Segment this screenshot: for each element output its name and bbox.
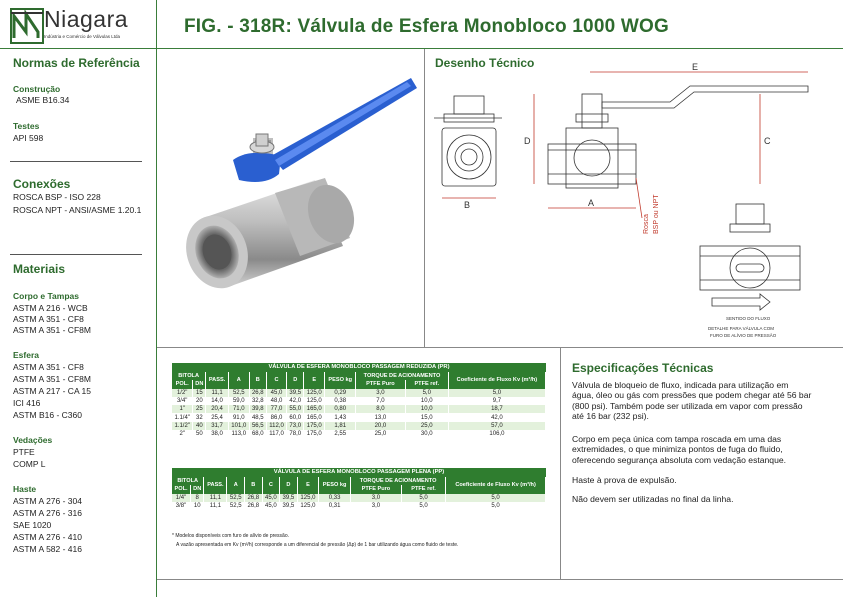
col-e: E <box>304 372 325 389</box>
table-cell: 45,0 <box>266 389 286 397</box>
table-cell: 55,0 <box>287 405 304 413</box>
vedacoes-heading: Vedações <box>13 435 53 445</box>
col-c: C <box>262 477 280 494</box>
table-row <box>172 422 546 430</box>
table-cell: 175,0 <box>304 422 325 430</box>
table-cell: 101,0 <box>228 422 249 430</box>
sidebar-divider <box>10 161 142 162</box>
detalhe-label: DETALHE PARA VÁLVULA COM <box>708 326 775 331</box>
table-header <box>172 477 546 485</box>
conexoes-heading: Conexões <box>13 177 71 191</box>
table-cell: 117,0 <box>266 430 286 438</box>
col-d: D <box>287 372 304 389</box>
table-cell: 25 <box>193 405 206 413</box>
sidebar-divider <box>10 254 142 255</box>
spec-paragraph: Corpo em peça única com tampa roscada em uma das extremidades, o que minimiza pontos de fuga do fluido, oferecendo segurança absoluta com vedação estanque. <box>572 434 787 465</box>
conexoes-item: ROSCA NPT - ANSI/ASME 1.20.1 <box>13 205 142 215</box>
table-cell: 32,8 <box>249 397 266 405</box>
table-cell: 2,55 <box>325 430 356 438</box>
table-cell: 0,38 <box>325 397 356 405</box>
table-row <box>172 502 546 510</box>
niagara-logo-icon <box>10 8 44 44</box>
table-cell: 20,0 <box>356 422 405 430</box>
bsp-label: BSP ou NPT <box>653 194 660 234</box>
technical-drawing <box>430 58 840 344</box>
table-cell: 1" <box>172 405 193 413</box>
table-cell: 15,0 <box>405 413 448 421</box>
col-e: E <box>297 477 319 494</box>
table-cell: 60,0 <box>287 413 304 421</box>
table-cell: 2" <box>172 430 193 438</box>
haste-item: ASTM A 582 - 416 <box>13 544 82 554</box>
col-pass: PASS. <box>206 372 229 389</box>
col-c: C <box>266 372 286 389</box>
table-cell: 5,0 <box>401 502 445 510</box>
table-cell: 26,8 <box>245 502 263 510</box>
table-cell: 1/4" <box>172 494 191 502</box>
table-row <box>172 397 546 405</box>
table1 <box>172 372 546 438</box>
col-pol: POL. <box>172 380 193 388</box>
table2-banner: VÁLVULA DE ESFERA MONOBLOCO PASSAGEM PLENA (PP) <box>172 468 546 477</box>
col-pol: POL. <box>172 485 191 493</box>
table-cell: 71,0 <box>228 405 249 413</box>
table2 <box>172 477 546 510</box>
detalhe-label: FURO DE ALÍVIO DE PRESSÃO <box>710 333 777 338</box>
col-b: B <box>249 372 266 389</box>
corpo-item: ASTM A 216 - WCB <box>13 303 88 313</box>
table-cell: 10,0 <box>405 397 448 405</box>
table-cell: 39,5 <box>280 502 298 510</box>
col-ptfe-ref: PTFE ref. <box>401 485 445 493</box>
table-cell: 112,0 <box>266 422 286 430</box>
spec-paragraph: Não devem ser utilizadas no final da linha. <box>572 494 734 504</box>
col-a: A <box>227 477 245 494</box>
table-cell: 8,0 <box>356 405 405 413</box>
table-cell: 8 <box>191 494 204 502</box>
haste-item: SAE 1020 <box>13 520 52 530</box>
table-cell: 125,0 <box>304 397 325 405</box>
table-cell: 48,5 <box>249 413 266 421</box>
table-cell: 175,0 <box>304 430 325 438</box>
dim-d-label: D <box>524 136 531 146</box>
vedacoes-item: COMP L <box>13 459 46 469</box>
corpo-heading: Corpo e Tampas <box>13 291 79 301</box>
table-cell: 10 <box>191 502 204 510</box>
dim-a-label: A <box>588 198 595 208</box>
table-cell: 52,5 <box>227 502 245 510</box>
table-cell: 56,5 <box>249 422 266 430</box>
header-divider <box>0 48 843 49</box>
desenho-heading: Desenho Técnico <box>435 56 535 70</box>
valve-photo <box>175 68 420 308</box>
table-cell: 1.1/2" <box>172 422 193 430</box>
table-cell: 11,1 <box>206 389 229 397</box>
col-kv: Coeficiente de Fluxo Kv (m³/h) <box>446 477 546 494</box>
spec-paragraph: Haste à prova de expulsão. <box>572 475 677 485</box>
table-cell: 57,0 <box>448 422 545 430</box>
col-peso: PESO kg <box>319 477 351 494</box>
table-cell: 68,0 <box>249 430 266 438</box>
corpo-item: ASTM A 351 - CF8 <box>13 314 84 324</box>
table-cell: 5,0 <box>448 389 545 397</box>
table-cell: 13,0 <box>356 413 405 421</box>
table-row <box>172 413 546 421</box>
spec-heading: Especificações Técnicas <box>572 361 714 375</box>
testes-value: API 598 <box>13 133 44 143</box>
esfera-heading: Esfera <box>13 350 39 360</box>
table-row <box>172 494 546 502</box>
table-cell: 1/2" <box>172 389 193 397</box>
section-divider <box>560 347 561 579</box>
logo-name: Niagara <box>44 6 129 32</box>
table-cell: 20,4 <box>206 405 229 413</box>
note-2: A vazão apresentada em Kv (m³/h) corresponde a um diferencial de pressão (Δp) de 1 bar utilizando água como fluido de teste. <box>176 542 459 548</box>
construcao-heading: Construção <box>13 84 61 94</box>
esfera-item: ICI 416 <box>13 398 41 408</box>
col-bitola: BITOLA <box>172 477 204 485</box>
table-cell: 42,0 <box>287 397 304 405</box>
table-cell: 39,5 <box>280 494 298 502</box>
table-cell: 25,0 <box>356 430 405 438</box>
esfera-item: ASTM B16 - C360 <box>13 410 82 420</box>
col-ptfe-puro: PTFE Puro <box>351 485 402 493</box>
table-cell: 106,0 <box>448 430 545 438</box>
table-cell: 11,1 <box>204 494 227 502</box>
table-row <box>172 405 546 413</box>
table-cell: 38,0 <box>206 430 229 438</box>
table-cell: 18,7 <box>448 405 545 413</box>
note-1: * Modelos disponíveis com furo de alívio de pressão. <box>172 533 290 539</box>
table-cell: 125,0 <box>304 389 325 397</box>
dim-e-label: E <box>692 62 699 72</box>
table-cell: 20 <box>193 397 206 405</box>
table-cell: 1,81 <box>325 422 356 430</box>
table-cell: 0,31 <box>319 502 351 510</box>
col-pass: PASS. <box>204 477 227 494</box>
table-cell: 25,0 <box>405 422 448 430</box>
table-header <box>172 372 546 380</box>
table-cell: 42,0 <box>448 413 545 421</box>
rosca-label: Rosca <box>643 214 650 234</box>
table-cell: 48,0 <box>266 397 286 405</box>
table-cell: 5,0 <box>446 494 546 502</box>
table-cell: 1.1/4" <box>172 413 193 421</box>
fluxo-label: SENTIDO DO FLUXO <box>726 316 771 321</box>
esfera-item: ASTM A 351 - CF8M <box>13 374 91 384</box>
table-cell: 125,0 <box>297 502 319 510</box>
table-cell: 78,0 <box>287 430 304 438</box>
table-cell: 165,0 <box>304 413 325 421</box>
col-a: A <box>228 372 249 389</box>
table-cell: 3,0 <box>351 494 402 502</box>
table-cell: 25,4 <box>206 413 229 421</box>
col-b: B <box>245 477 263 494</box>
table-cell: 5,0 <box>401 494 445 502</box>
section-divider <box>157 579 843 580</box>
table-row <box>172 389 546 397</box>
table-cell: 26,8 <box>245 494 263 502</box>
table1-banner: VÁLVULA DE ESFERA MONOBLOCO PASSAGEM REDUZIDA (PR) <box>172 363 546 372</box>
col-ptfe-puro: PTFE Puro <box>356 380 405 388</box>
spec-paragraph: Válvula de bloqueio de fluxo, indicada para utilização em água, óleo ou gás com pressões que podem chegar até 56 bar (800 psi). Também pode ser utilizada em vapor com pressão até 16 bar (232 psi). <box>572 380 812 421</box>
table-cell: 9,7 <box>448 397 545 405</box>
table-cell: 39,8 <box>249 405 266 413</box>
testes-heading: Testes <box>13 121 40 131</box>
table-cell: 77,0 <box>266 405 286 413</box>
col-kv: Coeficiente de Fluxo Kv (m³/h) <box>448 372 545 389</box>
haste-item: ASTM A 276 - 410 <box>13 532 82 542</box>
col-torque: TORQUE DE ACIONAMENTO <box>351 477 446 485</box>
dim-c-label: C <box>764 136 771 146</box>
table-cell: 45,0 <box>262 494 280 502</box>
table-cell: 32 <box>193 413 206 421</box>
table-cell: 91,0 <box>228 413 249 421</box>
vedacoes-item: PTFE <box>13 447 35 457</box>
table-cell: 31,7 <box>206 422 229 430</box>
table-cell: 59,0 <box>228 397 249 405</box>
table-cell: 3/8" <box>172 502 191 510</box>
col-bitola: BITOLA <box>172 372 206 380</box>
table-cell: 15 <box>193 389 206 397</box>
table-cell: 1,43 <box>325 413 356 421</box>
materiais-heading: Materiais <box>13 262 66 276</box>
table-cell: 30,0 <box>405 430 448 438</box>
table-cell: 40 <box>193 422 206 430</box>
col-dn: DN <box>193 380 206 388</box>
col-torque: TORQUE DE ACIONAMENTO <box>356 372 449 380</box>
corpo-item: ASTM A 351 - CF8M <box>13 325 91 335</box>
haste-item: ASTM A 276 - 316 <box>13 508 82 518</box>
table-cell: 50 <box>193 430 206 438</box>
section-divider <box>157 347 843 348</box>
haste-item: ASTM A 276 - 304 <box>13 496 82 506</box>
table-cell: 113,0 <box>228 430 249 438</box>
table-cell: 14,0 <box>206 397 229 405</box>
table-cell: 73,0 <box>287 422 304 430</box>
esfera-item: ASTM A 217 - CA 15 <box>13 386 91 396</box>
dim-b-label: B <box>464 200 471 210</box>
table-cell: 5,0 <box>405 389 448 397</box>
table-cell: 0,80 <box>325 405 356 413</box>
conexoes-item: ROSCA BSP - ISO 228 <box>13 192 101 202</box>
table-row <box>172 430 546 438</box>
table-cell: 5,0 <box>446 502 546 510</box>
table-cell: 0,29 <box>325 389 356 397</box>
col-peso: PESO kg <box>325 372 356 389</box>
table-cell: 125,0 <box>297 494 319 502</box>
table-cell: 3/4" <box>172 397 193 405</box>
table-cell: 3,0 <box>351 502 402 510</box>
table-cell: 45,0 <box>262 502 280 510</box>
table-cell: 165,0 <box>304 405 325 413</box>
logo-subtitle: Indústria e Comércio de Válvulas Ltda <box>44 34 121 39</box>
col-dn: DN <box>191 485 204 493</box>
page-title: FIG. - 318R: Válvula de Esfera Monobloco 1000 WOG <box>184 16 669 37</box>
table-cell: 7,0 <box>356 397 405 405</box>
table-cell: 10,0 <box>405 405 448 413</box>
table-cell: 3,0 <box>356 389 405 397</box>
table-cell: 39,5 <box>287 389 304 397</box>
col-d: D <box>280 477 298 494</box>
table-cell: 52,5 <box>227 494 245 502</box>
col-ptfe-ref: PTFE ref. <box>405 380 448 388</box>
section-divider <box>424 49 425 347</box>
haste-heading: Haste <box>13 484 37 494</box>
esfera-item: ASTM A 351 - CF8 <box>13 362 84 372</box>
table-cell: 11,1 <box>204 502 227 510</box>
normas-heading: Normas de Referência <box>13 56 140 70</box>
construcao-value: ASME B16.34 <box>16 95 70 105</box>
table-cell: 86,0 <box>266 413 286 421</box>
table-cell: 26,8 <box>249 389 266 397</box>
table-cell: 0,33 <box>319 494 351 502</box>
table-cell: 52,5 <box>228 389 249 397</box>
